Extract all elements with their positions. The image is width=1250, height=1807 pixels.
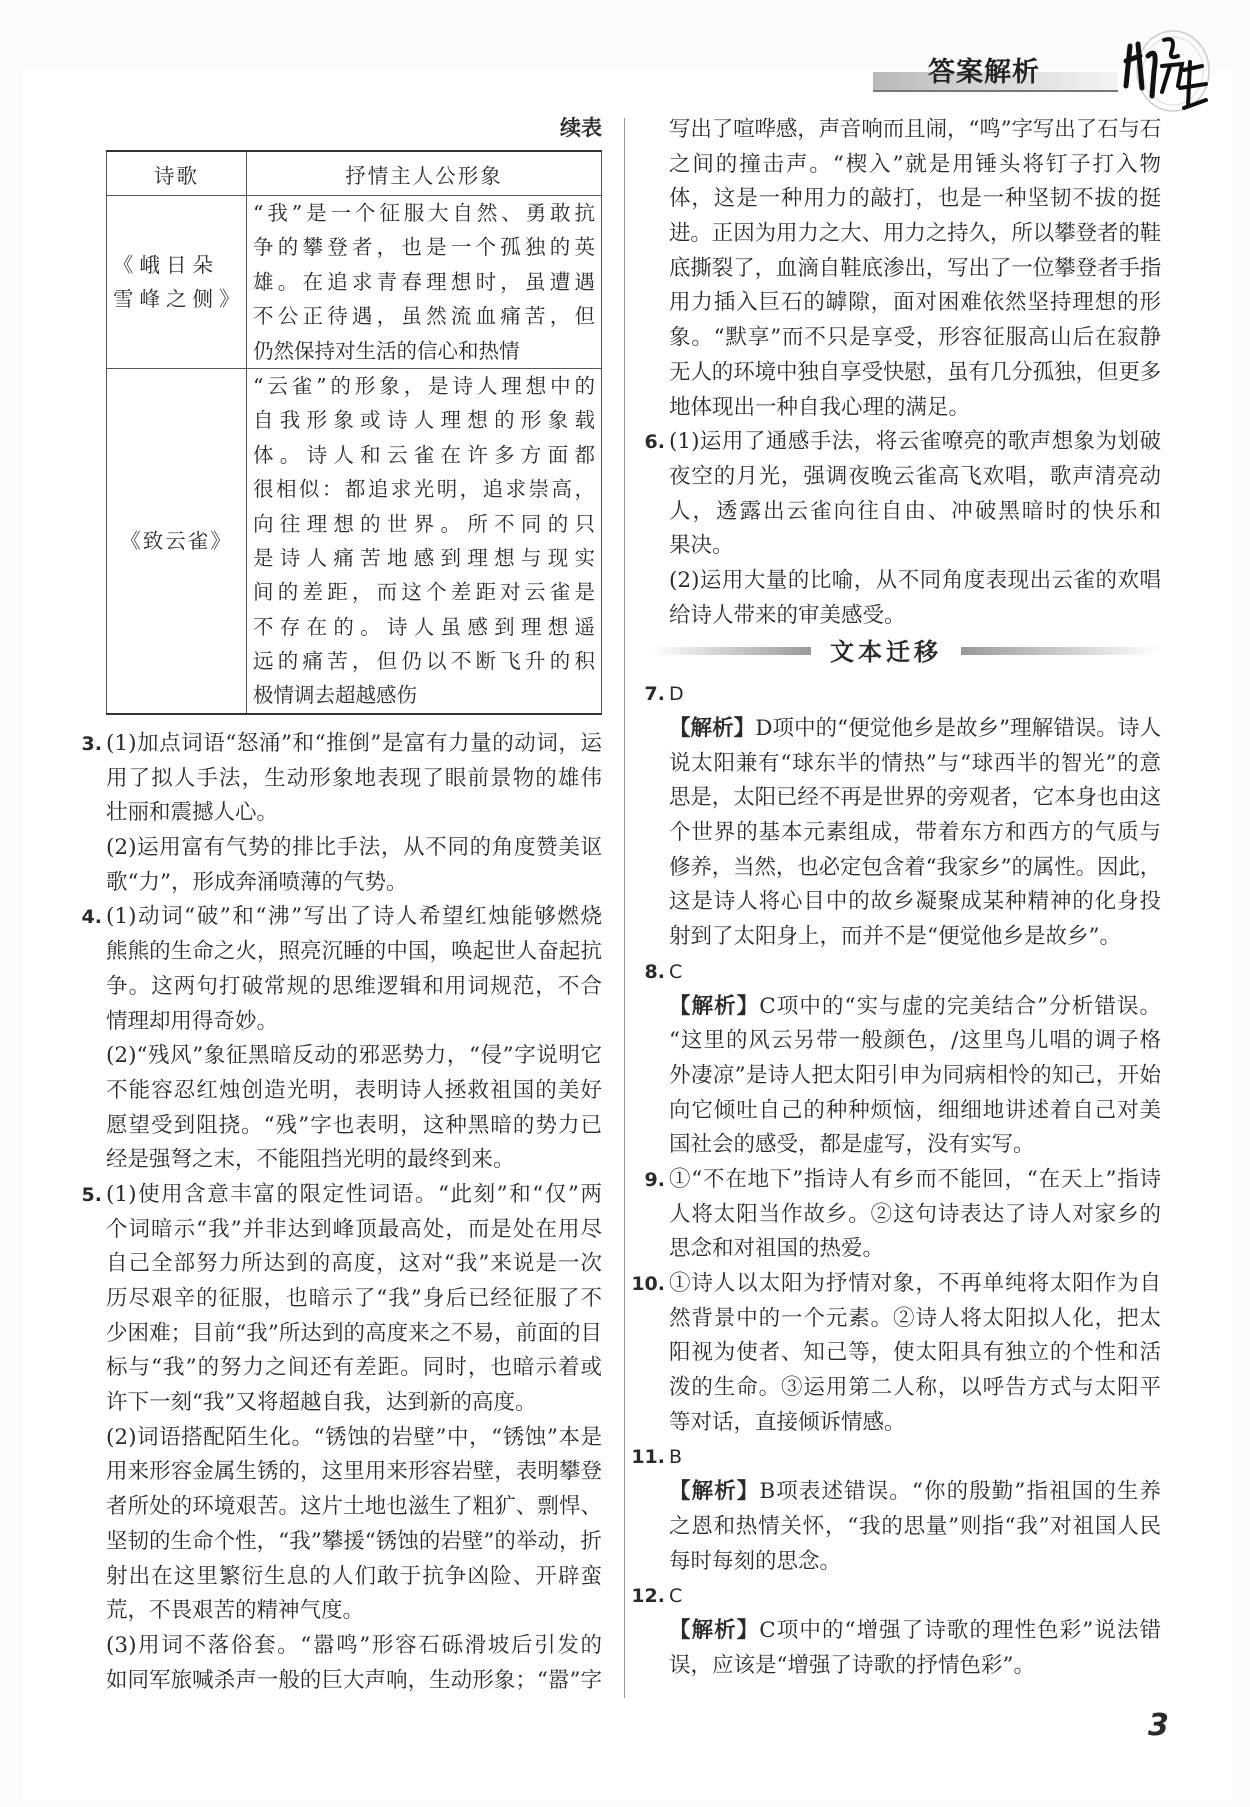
answer-text-line [669, 1475, 1161, 1510]
answer-text-line [669, 1649, 1161, 1684]
answer-text: 泼的生命。③运用第二人称，以呼告方式与太阳平 [669, 1375, 1161, 1401]
answer-text-line [669, 113, 1161, 148]
answer-text-line [669, 460, 1161, 495]
answer-text: “这里的风云另带一般颜色，/这里鸟儿唱的调子格 [669, 1028, 1161, 1054]
answer-text-line [669, 712, 1161, 747]
answer-text-line [106, 1039, 602, 1074]
answer-text: 少困难；目前“我”所达到的高度来之不易，前面的目 [106, 1320, 602, 1346]
answer-text: 进。正因为用力之大、用力之持久，所以攀登者的鞋 [669, 221, 1161, 247]
answer-text-line [106, 866, 602, 901]
answer-text-line [669, 1163, 1161, 1198]
answer-number: 7. [644, 683, 665, 706]
answer-text-line [669, 1198, 1161, 1233]
answer-text: 许下一刻“我”又将超越自我，达到新的高度。 [106, 1390, 537, 1416]
answer-number: 4. [81, 906, 102, 929]
answer-text: 射到了太阳身上，而并不是“便觉他乡是故乡”。 [669, 924, 1121, 950]
answer-item [631, 1579, 1161, 1683]
answer-text: (1)运用了通感手法，将云雀嘹亮的歌声想象为划破 [669, 429, 1161, 455]
answer-text: ①诗人以太阳为抒情对象，不再单纯将太阳作为自 [669, 1271, 1161, 1296]
answer-text-line [669, 564, 1161, 599]
answer-text-line [669, 885, 1161, 920]
answer-text-line [106, 727, 602, 762]
answer-text: (2)运用大量的比喻，从不同角度表现出云雀的欢唱 [669, 567, 1161, 593]
analysis-label: 【解析】 [669, 716, 756, 741]
answer-text-line [669, 1059, 1161, 1094]
answer-text-line [669, 321, 1161, 356]
answer-text-line [669, 747, 1161, 782]
answer-item [644, 955, 1161, 1163]
answer-text-line [106, 1282, 602, 1317]
left-column-answers [81, 727, 602, 1698]
image-description-cell [247, 196, 602, 369]
answer-text-line [106, 1455, 602, 1490]
answer-text: (1)加点词语“怒涌”和“推倒”是富有力量的动词，运 [106, 731, 602, 756]
answer-text: 之恩和热情关怀，“我的思量”则指“我”对祖国人民 [669, 1513, 1161, 1539]
answer-text-line [106, 900, 602, 935]
answer-text-line [669, 851, 1161, 886]
answer-text: B项表述错误。“你的殷勤”指祖国的生养 [759, 1479, 1161, 1505]
answer-text: 情理却用得奇妙。 [106, 1008, 279, 1034]
column-divider [624, 118, 625, 1698]
answer-text: (2)词语搭配陌生化。“锈蚀的岩壁”中，“锈蚀”本是 [106, 1424, 602, 1450]
answer-text-line [106, 1351, 602, 1386]
answer-text-line [106, 1213, 602, 1248]
table-text-line: 仍然保持对生活的信心和热情 [253, 338, 520, 363]
answer-text: C项中的“增强了诗歌的理性色彩”说法错 [759, 1617, 1161, 1643]
answer-number: 6. [644, 431, 665, 454]
answer-text: (1)动词“破”和“沸”写出了诗人希望红烛能够燃烧 [106, 904, 602, 930]
answer-text: D项中的“便觉他乡是故乡”理解错误。诗人 [755, 716, 1161, 741]
answer-number: 11. [631, 1446, 665, 1469]
answer-text-line [106, 762, 602, 797]
table-text-line: “云雀”的形象，是诗人理想中的 [253, 373, 595, 398]
answer-text: 荒，不畏艰苦的精神气度。 [106, 1598, 365, 1624]
table-text-line: 雄。在追求青春理想时，虽遭遇 [253, 269, 595, 294]
answer-text-line [106, 1664, 602, 1699]
answer-text-line [669, 391, 1161, 426]
poem-title-cell: 《峨日朵雪峰之侧》 [107, 196, 247, 369]
answer-text: 个词暗示“我”并非达到峰顶最高处，而是处在用尽 [106, 1216, 602, 1242]
answer-text-line [106, 1490, 602, 1525]
answer-text: 人将太阳当作故乡。②这句诗表达了诗人对家乡的 [669, 1201, 1161, 1227]
answer-text-line [669, 1232, 1161, 1267]
answer-text: (2)“残风”象征黑暗反动的邪恶势力，“侵”字说明它 [106, 1043, 602, 1069]
answer-text-line [669, 1336, 1161, 1371]
answer-text: 经是强弩之末，不能阻挡光明的最终到来。 [106, 1147, 515, 1173]
answer-number: 12. [631, 1585, 665, 1608]
page-number: 3 [1148, 1708, 1169, 1743]
answer-text-line [669, 1302, 1161, 1337]
answer-text-line [669, 1267, 1161, 1302]
table-header-row [107, 151, 602, 196]
answer-text: 歌“力”，形成奔涌喷薄的气势。 [106, 869, 408, 895]
answer-text-line [106, 1594, 602, 1629]
answer-text: 熊熊的生命之火，照亮沉睡的中国，唤起世人奋起抗 [106, 939, 602, 965]
answer-text: 用力插入巨石的罅隙，面对困难依然坚持理想的形 [669, 290, 1161, 316]
answer-text: 说太阳兼有“球东半的情热”与“球西半的智光”的意 [669, 750, 1161, 776]
table-text-line: 向往理想的世界。所不同的只 [253, 511, 595, 536]
analysis-label: 【解析】 [669, 1617, 760, 1643]
answer-text: (1)使用含意丰富的限定性词语。“此刻”和“仅”两 [106, 1181, 602, 1207]
answer-item [81, 727, 602, 900]
answer-choice: B [669, 1446, 683, 1469]
answer-text: (3)用词不落俗套。“嚣鸣”形容石砾滑坡后引发的 [106, 1632, 602, 1658]
section-title: 文本迁移 [830, 638, 942, 667]
answer-text: (2)运用富有气势的排比手法，从不同的角度赞美讴 [106, 835, 602, 861]
answer-number: 8. [644, 960, 665, 983]
answer-text: 标与“我”的努力之间还有差距。同时，也暗示着或 [106, 1355, 602, 1381]
answer-text: 坚韧的生命个性，“我”攀援“锈蚀的岩壁”的举动，折 [106, 1528, 602, 1554]
answer-text-line [669, 920, 1161, 955]
answer-item [631, 1267, 1161, 1440]
answer-text: 夜空的月光，强调夜晚云雀高飞欢唱，歌声清亮动 [669, 463, 1161, 489]
answer-choice: D [669, 683, 684, 706]
answer-text: C项中的“实与虚的完美结合”分析错误。 [759, 993, 1161, 1019]
table-text-line: “我”是一个征服大自然、勇敢抗 [253, 201, 595, 225]
table-text-line: 自我形象或诗人理想的形象载 [253, 408, 595, 433]
answer-text-line [669, 495, 1161, 530]
answer-text: 国社会的感受，都是虚写，没有实写。 [669, 1132, 1035, 1158]
answer-text-line [106, 935, 602, 970]
answer-text-line [669, 816, 1161, 851]
answer-text-line [669, 599, 1161, 634]
table-text-line: 极情调去超越感伤 [253, 683, 417, 708]
section-rule-right [961, 647, 1161, 655]
answer-text-line [669, 252, 1161, 287]
answer-text: 之间的撞击声。“楔入”就是用锤头将钉子打入物 [669, 151, 1161, 177]
answer-text: 果决。 [669, 533, 734, 559]
header-rule [873, 90, 1118, 92]
answer-text: 这是诗人将心目中的故乡凝聚成某种精神的化身投 [669, 889, 1161, 915]
answer-text-line [669, 1024, 1161, 1059]
table-text-line: 远的痛苦，但仍以不断飞升的积 [253, 649, 595, 674]
answer-number: 9. [644, 1168, 665, 1191]
answer-text: 象。“默享”而不只是享受，形容征服高山后在寂静 [669, 325, 1161, 351]
answer-text-line [669, 1614, 1161, 1649]
answer-text-line [669, 1094, 1161, 1129]
answer-text-line [669, 1371, 1161, 1406]
answer-text: 误，应该是“增强了诗歌的抒情色彩”。 [669, 1652, 1035, 1678]
answer-text: 地体现出一种自我心理的满足。 [669, 394, 971, 420]
answer-text-line [106, 1386, 602, 1421]
answer-text-line [669, 356, 1161, 391]
table-text-line: 体。诗人和云雀在许多方面都 [253, 442, 595, 467]
answer-item [81, 900, 602, 1178]
answer-item [644, 677, 1161, 955]
answer-text-line [669, 1510, 1161, 1545]
answer-text: 自己全部努力所达到的高度，这对“我”来说是一次 [106, 1251, 602, 1277]
answer-text-line [669, 217, 1161, 252]
answer-text-line [106, 1109, 602, 1144]
analysis-label: 【解析】 [669, 993, 760, 1019]
answer-text: 个世界的基本元素组成，带着东方和西方的气质与 [669, 820, 1161, 846]
table-text-line: 不存在的。诗人虽感到理想遥 [253, 614, 595, 639]
answer-text: 给诗人带来的审美感受。 [669, 602, 906, 628]
continued-table-label: 续表 [560, 116, 602, 140]
answer-text-line [669, 1406, 1161, 1441]
answer-text-line [669, 1128, 1161, 1163]
answer-item [644, 425, 1161, 633]
answer-text-line [669, 148, 1161, 183]
answer-text-line [106, 1317, 602, 1352]
answer-text-line [106, 1421, 602, 1456]
table-header-poem: 诗歌 [107, 151, 247, 196]
answer-text: 每时每刻的思念。 [669, 1548, 842, 1574]
answer-number: 5. [81, 1183, 102, 1206]
answer-text: 然背景中的一个元素。②诗人将太阳拟人化，把太 [669, 1305, 1161, 1331]
answer-text: ①“不在地下”指诗人有乡而不能回，“在天上”指诗 [669, 1166, 1161, 1192]
right-column-answers [631, 113, 1161, 1683]
answer-text-line [669, 425, 1161, 460]
answer-text: 用了拟人手法，生动形象地表现了眼前景物的雄伟 [106, 765, 602, 791]
answer-text-line [106, 1525, 602, 1560]
answer-text-line [106, 1560, 602, 1595]
answer-text-line [106, 1074, 602, 1109]
image-description-cell [247, 368, 602, 713]
answer-text-line [106, 1629, 602, 1664]
answer-item [644, 1163, 1161, 1267]
answer-text: 者所处的环境艰苦。这片土地也滋生了粗犷、剽悍、 [106, 1494, 602, 1520]
answer-text: 如同军旅喊杀声一般的巨大声响，生动形象；“嚣”字 [106, 1667, 602, 1693]
answer-text: 不能容忍红烛创造光明，表明诗人拯救祖国的美好 [106, 1077, 602, 1103]
answer-text: 射出在这里繁衍生息的人们敢于抗争凶险、开辟蛮 [106, 1563, 602, 1589]
answer-text-line [106, 831, 602, 866]
answer-text-line [669, 286, 1161, 321]
answer-text: 思是，太阳已经不再是世界的旁观者，它本身也由这 [669, 785, 1161, 811]
answer-text: 等对话，直接倾诉情感。 [669, 1409, 906, 1435]
answer-text-line [106, 1143, 602, 1178]
section-header-text-transfer [651, 635, 1161, 677]
answer-text: 底撕裂了，血滴自鞋底渗出，写出了一位攀登者手指 [669, 255, 1161, 281]
answer-text-line [106, 1247, 602, 1282]
answer-text: 思念和对祖国的热爱。 [669, 1236, 885, 1262]
answer-text: 写出了喧哗感，声音响而且闹，“鸣”字写出了石与石 [669, 117, 1161, 142]
table-header-image: 抒情主人公形象 [247, 151, 602, 196]
answer-text-line [669, 781, 1161, 816]
answer-number: 3. [81, 733, 102, 755]
answer-text-line [106, 1005, 602, 1040]
brand-logo-icon [1118, 26, 1213, 116]
header-title: 答案解析 [928, 57, 1040, 88]
table-row [107, 196, 602, 369]
answer-text: 修养，当然，也必定包含着“我家乡”的属性。因此， [669, 854, 1161, 880]
answer-text: 用来形容金属生锈的，这里用来形容岩壁，表明攀登 [106, 1459, 602, 1485]
answer-text-line [106, 1178, 602, 1213]
table-text-line: 不公正待遇，虽然流血痛苦，但 [253, 304, 595, 329]
answer-item [669, 113, 1161, 425]
answer-text: 壮丽和震撼人心。 [106, 800, 279, 826]
answer-text-line [106, 970, 602, 1005]
poem-title-cell: 《致云雀》 [107, 368, 247, 713]
answer-text-line [669, 1545, 1161, 1580]
answer-text: 外凄凉”是诗人把太阳引申为同病相怜的知己，开始 [669, 1062, 1161, 1088]
answer-text: 体，这是一种用力的敲打，也是一种坚韧不拔的挺 [669, 186, 1161, 212]
answer-number: 10. [631, 1273, 665, 1295]
answer-text: 争。这两句打破常规的思维逻辑和用词规范，不合 [106, 973, 602, 999]
answer-text: 阳视为使者、知己等，使太阳具有独立的个性和活 [669, 1340, 1161, 1366]
section-rule-left [651, 647, 811, 655]
answer-text-line [669, 182, 1161, 217]
answer-text: 愿望受到阻挠。“残”字也表明，这种黑暗的势力已 [106, 1112, 602, 1138]
table-text-line: 间的差距，而这个差距对云雀是 [253, 580, 595, 605]
table-text-line: 很相似：都追求光明，追求崇高， [253, 477, 595, 502]
table-text-line: 争的攀登者，也是一个孤独的英 [253, 235, 595, 260]
table-row [107, 368, 602, 713]
answer-text: 无人的环境中独自享受快慰，虽有几分孤独，但更多 [669, 359, 1161, 385]
answer-text: 历尽艰辛的征服，也暗示了“我”身后已经征服了不 [106, 1286, 602, 1311]
answer-choice: C [669, 1585, 683, 1608]
answer-item [631, 1440, 1161, 1579]
answer-text-line [106, 796, 602, 831]
answer-item [81, 1178, 602, 1698]
answer-text: 人，透露出云雀向往自由、冲破黑暗时的快乐和 [669, 498, 1161, 524]
answer-choice: C [669, 960, 683, 983]
poem-image-table [106, 150, 602, 715]
answer-text-line [669, 990, 1161, 1025]
analysis-label: 【解析】 [669, 1479, 760, 1505]
answer-text-line [669, 529, 1161, 564]
table-text-line: 是诗人痛苦地感到理想与现实 [253, 545, 595, 570]
answer-text: 向它倾吐自己的种种烦恼，细细地讲述着自己对美 [669, 1097, 1161, 1123]
